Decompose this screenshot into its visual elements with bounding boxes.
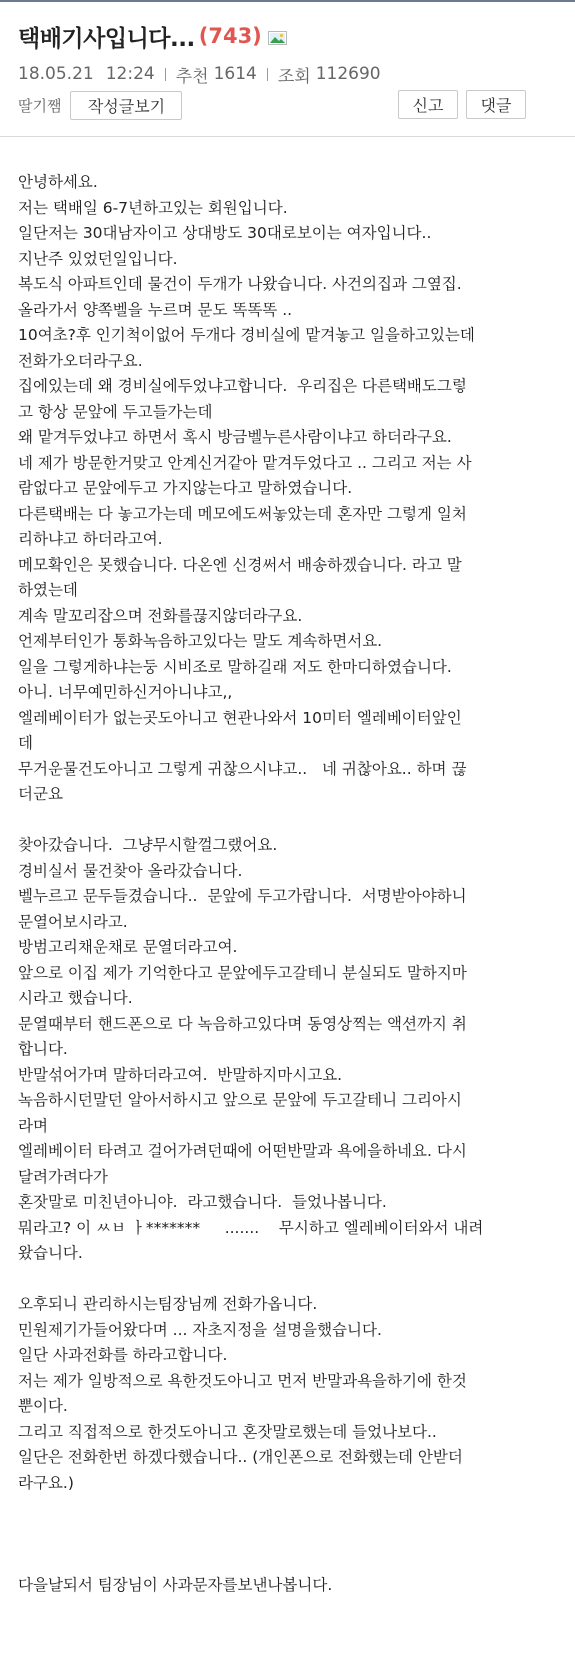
- post-body-line: 시라고 했습니다.: [18, 989, 133, 1007]
- post-body: [18, 170, 525, 1598]
- report-button[interactable]: 신고: [398, 90, 458, 119]
- post-body-line: 올라가서 양쪽벨을 누르며 문도 똑똑똑 ..: [18, 300, 293, 319]
- meta-divider: [267, 68, 268, 81]
- post-body-line: [18, 1547, 525, 1573]
- post-body-line: 전화가오더라구요.: [18, 351, 143, 370]
- post-body-line: 리하냐고 하더라고여.: [18, 530, 163, 548]
- post-body-line: 무거운물건도아니고 그렇게 귀찮으시냐고.. 네 귀찮아요.. 하며 끊: [18, 759, 467, 778]
- post-body-line: 일단 사과전화를 하라고합니다.: [18, 1346, 228, 1364]
- post-body-line: 아니. 너무예민하신거아니냐고,,: [18, 683, 233, 701]
- post-body-line: 저는 택배일 6-7년하고있는 회원입니다.: [18, 198, 288, 217]
- post-body-line: [18, 808, 525, 834]
- view-author-posts-button[interactable]: 작성글보기: [70, 91, 182, 120]
- recommend-count: 1614: [213, 64, 257, 84]
- post-body-line: 합니다.: [18, 1040, 68, 1058]
- post-body-line: 고 항상 문앞에 두고들가는데: [18, 402, 213, 421]
- post-meta: [18, 62, 381, 86]
- post-body-line: 더군요: [18, 785, 63, 803]
- post-body-line: 방범고리채운채로 문열더라고여.: [18, 938, 238, 956]
- image-icon: [268, 30, 287, 44]
- post-body-line: 데: [18, 734, 33, 752]
- post-body-line: 람없다고 문앞에두고 가지않는다고 말하였습니다.: [18, 479, 353, 497]
- post-body-line: 왜 맡겨두었냐고 하면서 혹시 방금벨누른사람이냐고 하더라구요.: [18, 428, 452, 446]
- post-body-line: 그리고 직접적으로 한것도아니고 혼잣말로했는데 들었나보다..: [18, 1422, 437, 1441]
- post-body-line: [18, 1522, 525, 1548]
- post-body-line: 달려가려다가: [18, 1167, 108, 1186]
- post-body-line: 앞으로 이집 제가 기억한다고 문앞에두고갈테니 분실되도 말하지마: [18, 963, 467, 982]
- post-body-line: 라며: [18, 1116, 48, 1135]
- post-body-line: 라구요.): [18, 1473, 74, 1492]
- post-body-line: [18, 1267, 525, 1293]
- post-body-line: 메모확인은 못했습니다. 다온엔 신경써서 배송하겠습니다. 라고 말: [18, 555, 462, 574]
- post-body-line: 집에있는데 왜 경비실에두었냐고합니다. 우리집은 다른택배도그렇: [18, 377, 467, 395]
- post-body-line: 민원제기가들어왔다며 ... 자초지정을 설명을했습니다.: [18, 1320, 382, 1339]
- post-body-line: 엘레베이터 타려고 걸어가려던때에 어떤반말과 욕에을하네요. 다시: [18, 1142, 467, 1160]
- post-body-line: 엘레베이터가 없는곳도아니고 현관나와서 10미터 엘레베이터앞인: [18, 708, 462, 727]
- post-body-line: 문열어보시라고.: [18, 912, 128, 931]
- post-body-line: [18, 1496, 525, 1522]
- post-body-line: 저는 제가 일방적으로 욕한것도아니고 먼저 반말과욕을하기에 한것: [18, 1371, 467, 1390]
- post-body-line: 오후되니 관리하시는팀장님께 전화가옵니다.: [18, 1295, 318, 1313]
- post-body-line: 녹음하시던말던 알아서하시고 앞으로 문앞에 두고갈테니 그리아시: [18, 1091, 462, 1109]
- post-body-line: 반말섞어가며 말하더라고여. 반말하지마시고요.: [18, 1065, 343, 1084]
- post-body-line: 뭐라고? 이 ㅆㅂ ㅏ******* ....... 무시하고 엘레베이터와서 내려: [18, 1218, 484, 1237]
- post-body-line: 찾아갔습니다. 그냥무시할껄그랬어요.: [18, 836, 278, 854]
- post-body-line: 언제부터인가 통화녹음하고있다는 말도 계속하면서요.: [18, 632, 383, 650]
- views-count: 112690: [315, 64, 381, 84]
- post-body-line: 일단은 전화한번 하겠다했습니다.. (개인폰으로 전화했는데 안받더: [18, 1448, 463, 1466]
- views-label: 조회: [277, 66, 311, 87]
- post-body-line: 벨누르고 문두들겼습니다.. 문앞에 두고가랍니다. 서명받아야하니: [18, 887, 467, 905]
- title-row: [18, 18, 287, 54]
- post-body-line: 혼잣말로 미친년아니야. 라고했습니다. 들었나봅니다.: [18, 1193, 387, 1211]
- post-body-line: 다른택배는 다 놓고가는데 메모에도써놓았는데 혼자만 그렇게 일처: [18, 504, 467, 523]
- post-body-line: 지난주 있었던일입니다.: [18, 249, 178, 268]
- post-title[interactable]: 택배기사입니다...: [18, 25, 195, 52]
- author-row: [18, 90, 182, 121]
- author-name[interactable]: 딸기쨈: [18, 97, 62, 115]
- comment-button[interactable]: 댓글: [466, 90, 526, 119]
- post-body-line: 뿐이다.: [18, 1397, 68, 1415]
- post-header: [0, 0, 575, 137]
- post-body-line: 일단저는 30대남자이고 상대방도 30대로보이는 여자입니다..: [18, 224, 432, 242]
- post-body-line: 계속 말꼬리잡으며 전화를끊지않더라구요.: [18, 606, 303, 625]
- post-body-line: 네 제가 방문한거맞고 안계신거같아 맡겨두었다고 .. 그리고 저는 사: [18, 453, 472, 472]
- post-time: 12:24: [105, 64, 155, 84]
- comment-count[interactable]: (743): [198, 24, 262, 48]
- recommend-label: 추천: [175, 66, 209, 87]
- post-body-line: 문열때부터 핸드폰으로 다 녹음하고있다며 동영상찍는 액션까지 취: [18, 1014, 467, 1033]
- post-body-line: 안녕하세요.: [18, 173, 98, 191]
- post-body-line: 하였는데: [18, 581, 78, 599]
- post-body-line: 왔습니다.: [18, 1244, 83, 1262]
- post-body-line: 복도식 아파트인데 물건이 두개가 나왔습니다. 사건의집과 그옆집.: [18, 275, 462, 293]
- post-body-line: 일을 그렇게하냐는둥 시비조로 말하길래 저도 한마디하였습니다.: [18, 657, 452, 676]
- post-body-line: 10여초?후 인기척이없어 두개다 경비실에 맡겨놓고 일을하고있는데: [18, 326, 475, 344]
- post-date: 18.05.21: [18, 64, 94, 84]
- post-body-line: 경비실서 물건찾아 올라갔습니다.: [18, 861, 243, 880]
- post-body-line: 다을날되서 팀장님이 사과문자를보낸나봅니다.: [18, 1575, 333, 1594]
- meta-divider: [165, 68, 166, 81]
